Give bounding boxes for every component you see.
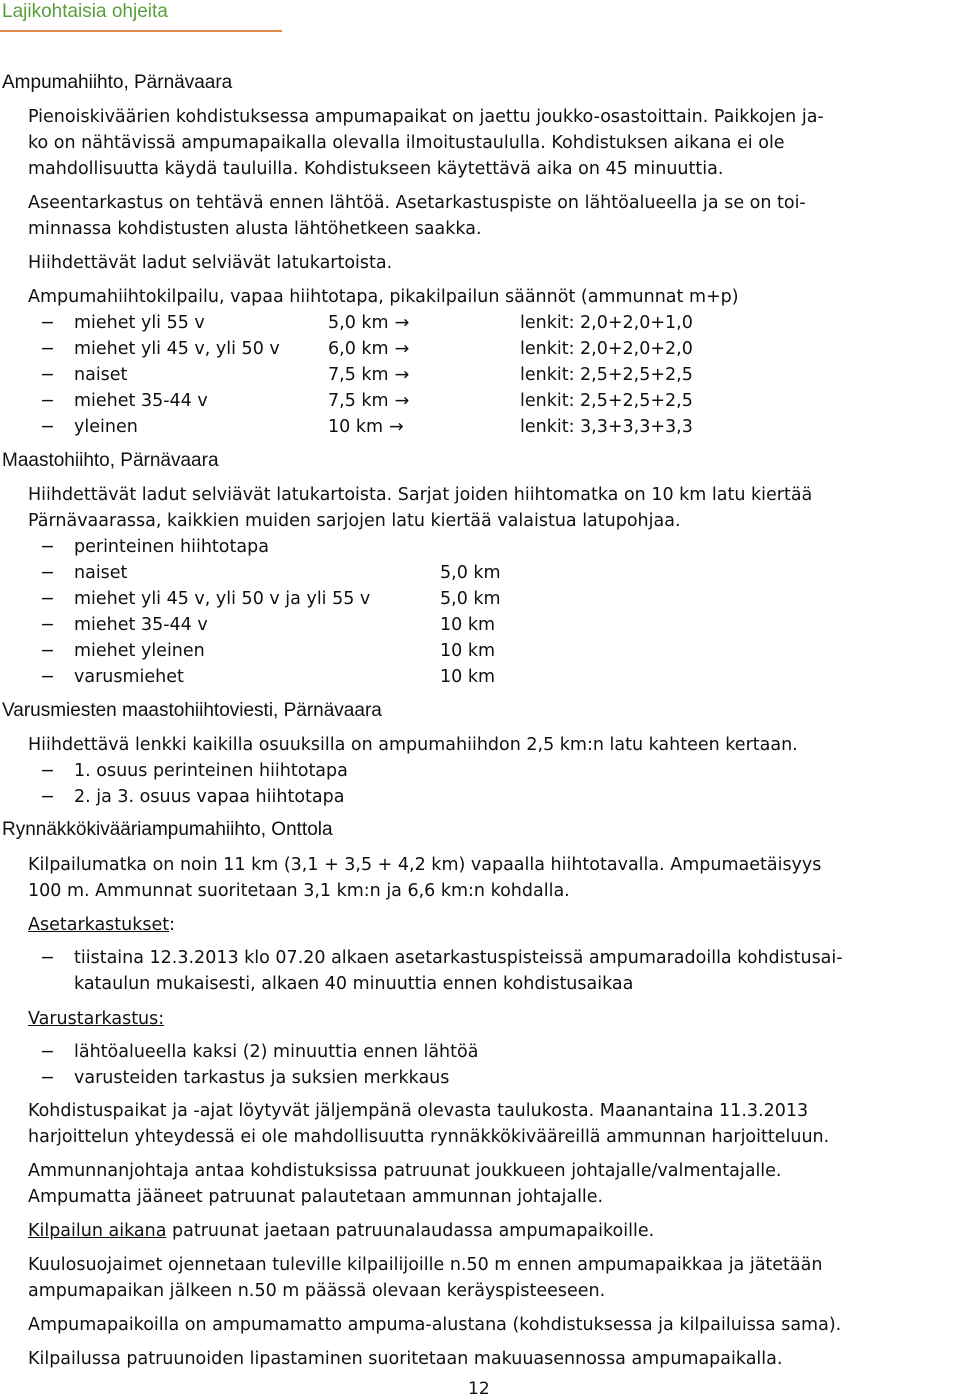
list-item-text: lähtöalueella kaksi (2) minuuttia ennen lähtöä: [74, 1042, 479, 1062]
dash-bullet: −: [40, 339, 55, 359]
paragraph-line: Ammunnanjohtaja antaa kohdistuksissa patruunat joukkueen johtajalle/valmentajalle.: [28, 1161, 782, 1181]
paragraph-line: Pienoiskiväärien kohdistuksessa ampumapaikat on jaettu joukko-osastoittain. Paikkojen ja-: [28, 107, 824, 127]
class-name: miehet 35-44 v: [74, 391, 208, 411]
paragraph-line: Hiihdettävät ladut selviävät latukartoista. Sarjat joiden hiihtomatka on 10 km latu kiertää: [28, 485, 813, 505]
section-heading-viesti: Varusmiesten maastohiihtoviesti, Pärnävaara: [2, 700, 382, 721]
distance-value: 7,5 km: [328, 391, 389, 411]
distance: 10 km: [440, 615, 496, 635]
paragraph-text: patruunat jaetaan patruunalaudassa ampumapaikoille.: [166, 1221, 655, 1241]
list-item-text: tiistaina 12.3.2013 klo 07.20 alkaen asetarkastuspisteissä ampumaradoilla kohdistusai-: [74, 948, 843, 968]
paragraph-line: mahdollisuutta käydä tauluilla. Kohdistukseen käytettävä aika on 45 minuuttia.: [28, 159, 724, 179]
header-rule: [0, 30, 282, 32]
arrow-right-icon: →: [394, 391, 410, 411]
header-title: Lajikohtaisia ohjeita: [2, 1, 168, 22]
paragraph-line: minnassa kohdistusten alusta lähtöhetkeen saakka.: [28, 219, 482, 239]
class-name: miehet yli 55 v: [74, 313, 205, 333]
distance: [328, 388, 409, 414]
class-name: miehet 35-44 v: [74, 615, 208, 635]
distance: [328, 362, 409, 388]
paragraph-line: ko on nähtävissä ampumapaikalla olevalla ilmoitustaululla. Kohdistuksen aikana ei ole: [28, 133, 785, 153]
dash-bullet: −: [40, 948, 55, 968]
dash-bullet: −: [40, 1042, 55, 1062]
paragraph-line: Hiihdettävät ladut selviävät latukartoista.: [28, 253, 393, 273]
class-name: naiset: [74, 563, 128, 583]
kilpailun-aikana-label: Kilpailun aikana: [28, 1221, 167, 1241]
distance: [328, 336, 409, 362]
dash-bullet: −: [40, 1068, 55, 1088]
varustarkastus-label-text: Varustarkastus:: [28, 1009, 165, 1029]
varustarkastus-label: [28, 1006, 164, 1032]
class-name: perinteinen hiihtotapa: [74, 537, 269, 557]
arrow-right-icon: →: [389, 417, 404, 437]
arrow-right-icon: →: [394, 339, 410, 359]
distance: 5,0 km: [440, 563, 501, 583]
class-name: miehet yli 45 v, yli 50 v: [74, 339, 280, 359]
paragraph-line: Pärnävaarassa, kaikkien muiden sarjojen latu kiertää valaistua latupohjaa.: [28, 511, 681, 531]
arrow-right-icon: →: [394, 313, 410, 333]
asetarkastukset-label-text: Asetarkastukset: [28, 915, 170, 935]
page-number: 12: [468, 1379, 490, 1399]
distance: 10 km: [440, 641, 496, 661]
paragraph-line: Kuulosuojaimet ojennetaan tuleville kilpailijoille n.50 m ennen ampumapaikkaa ja jätetään: [28, 1255, 823, 1275]
distance: [328, 414, 404, 440]
paragraph-line: ampumapaikan jälkeen n.50 m päässä olevaan keräyspisteeseen.: [28, 1281, 606, 1301]
dash-bullet: −: [40, 589, 55, 609]
paragraph-line: Ampumatta jääneet patruunat palautetaan ammunnan johtajalle.: [28, 1187, 604, 1207]
distance: 5,0 km: [440, 589, 501, 609]
dash-bullet: −: [40, 417, 55, 437]
paragraph-line: harjoittelun yhteydessä ei ole mahdollisuutta rynnäkkökivääreillä ammunnan harjoitteluun.: [28, 1127, 830, 1147]
distance: 10 km: [440, 667, 496, 687]
dash-bullet: −: [40, 563, 55, 583]
dash-bullet: −: [40, 313, 55, 333]
section-heading-ampumahiihto: Ampumahiihto, Pärnävaara: [2, 72, 233, 93]
paragraph-line: Kohdistuspaikat ja -ajat löytyvät jäljempänä olevasta taulukosta. Maanantaina 11.3.2013: [28, 1101, 809, 1121]
paragraph-line: Kilpailumatka on noin 11 km (3,1 + 3,5 + 4,2 km) vapaalla hiihtotavalla. Ampumaetäisyys: [28, 855, 822, 875]
dash-bullet: −: [40, 365, 55, 385]
list-item-text: varusteiden tarkastus ja suksien merkkaus: [74, 1068, 450, 1088]
laps: lenkit: 2,0+2,0+1,0: [520, 313, 693, 333]
class-name: miehet yleinen: [74, 641, 205, 661]
distance-value: 6,0 km: [328, 339, 389, 359]
laps: lenkit: 2,5+2,5+2,5: [520, 365, 693, 385]
paragraph-line: 100 m. Ammunnat suoritetaan 3,1 km:n ja 6,6 km:n kohdalla.: [28, 881, 570, 901]
dash-bullet: −: [40, 761, 55, 781]
dash-bullet: −: [40, 787, 55, 807]
dash-bullet: −: [40, 391, 55, 411]
class-name: naiset: [74, 365, 128, 385]
dash-bullet: −: [40, 537, 55, 557]
class-name: yleinen: [74, 417, 138, 437]
dash-bullet: −: [40, 667, 55, 687]
laps: lenkit: 3,3+3,3+3,3: [520, 417, 693, 437]
paragraph-line: Kilpailussa patruunoiden lipastaminen suoritetaan makuuasennossa ampumapaikalla.: [28, 1349, 783, 1369]
laps: lenkit: 2,0+2,0+2,0: [520, 339, 693, 359]
laps: lenkit: 2,5+2,5+2,5: [520, 391, 693, 411]
class-name: miehet yli 45 v, yli 50 v ja yli 55 v: [74, 589, 371, 609]
list-item-text-cont: kataulun mukaisesti, alkaen 40 minuuttia ennen kohdistusaikaa: [74, 974, 634, 994]
distance-value: 7,5 km: [328, 365, 389, 385]
list-item-text: 1. osuus perinteinen hiihtotapa: [74, 761, 348, 781]
dash-bullet: −: [40, 641, 55, 661]
distance: [328, 310, 409, 336]
distance-value: 5,0 km: [328, 313, 389, 333]
paragraph-line: Hiihdettävä lenkki kaikilla osuuksilla on ampumahiihdon 2,5 km:n latu kahteen kertaan.: [28, 735, 798, 755]
section-heading-maastohiihto: Maastohiihto, Pärnävaara: [2, 450, 219, 471]
paragraph-line: Ampumapaikoilla on ampumamatto ampuma-alustana (kohdistuksessa ja kilpailuissa sama).: [28, 1315, 842, 1335]
dash-bullet: −: [40, 615, 55, 635]
paragraph-line: Aseentarkastus on tehtävä ennen lähtöä. Asetarkastuspiste on lähtöalueella ja se on toi-: [28, 193, 806, 213]
paragraph-line: [28, 1218, 654, 1244]
list-item-text: 2. ja 3. osuus vapaa hiihtotapa: [74, 787, 345, 807]
paragraph-line: Ampumahiihtokilpailu, vapaa hiihtotapa, pikakilpailun säännöt (ammunnat m+p): [28, 287, 739, 307]
distance-value: 10 km: [328, 417, 384, 437]
arrow-right-icon: →: [394, 365, 410, 385]
asetarkastukset-label: [28, 912, 175, 938]
label-colon: :: [169, 915, 176, 935]
section-heading-rynnakkokivaari: Rynnäkkökivääriampumahiihto, Onttola: [2, 819, 333, 840]
class-name: varusmiehet: [74, 667, 184, 687]
